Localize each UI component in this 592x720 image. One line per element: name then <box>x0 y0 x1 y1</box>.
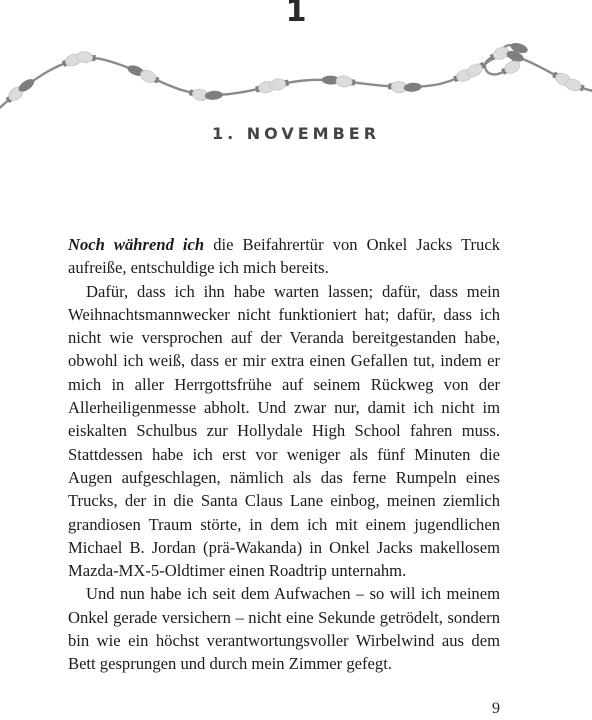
page-number: 9 <box>492 700 500 717</box>
light-bulb-icon <box>269 77 290 91</box>
paragraph-1 <box>68 233 500 280</box>
chapter-text <box>68 233 500 676</box>
leaf-icon <box>403 82 422 92</box>
paragraph-3: Und nun habe ich seit dem Aufwachen – so will ich meinem Onkel gerade versichern – nicht eine Sekunde getrödelt, sondern bin wie ein höchst verantwortungsvoller Wirbelwind aus dem Bett gesprungen und durch mein Zimmer gefegt. <box>68 584 500 674</box>
leaf-icon <box>205 90 224 100</box>
paragraph-2: Dafür, dass ich ihn habe warten lassen; dafür, dass mein Weihnachtsmannwecker nicht funktioniert hat; dafür, dass ich nicht wie versprochen auf der Veranda bereitgestanden habe, obwohl ich weiß, dass er mir extra einen Gefallen tut, indem er mich in aller Herrgottsfrühe auf seinem Rückweg von der Allerheiligenmesse abholt. Und zwar nur, damit ich nicht im eiskalten Schulbus zur Hollydale High School fahren muss. Stattdessen habe ich erst vor weniger als fünf Minuten die Augen aufgeschlagen, nämlich als das ferne Rumpeln eines Trucks, der in die Santa Claus Lane einbog, meinen ziemlich grandiosen Traum störte, in dem ich mit einem jugendlichen Michael B. Jordan (prä-Wakanda) in Onkel Jacks makellosem Mazda-MX-5-Oldtimer einen Roadtrip unternahm. <box>68 281 500 581</box>
lead-in-phrase: Noch während ich <box>68 235 205 254</box>
light-bulb-icon <box>336 75 356 88</box>
chapter-number: 1 <box>285 0 307 29</box>
paragraph-1-text: die Beifahrertür von Onkel Jacks Truck aufreiße, entschuldige ich mich bereits. <box>68 235 500 278</box>
chapter-title: 1. NOVEMBER <box>211 124 381 143</box>
